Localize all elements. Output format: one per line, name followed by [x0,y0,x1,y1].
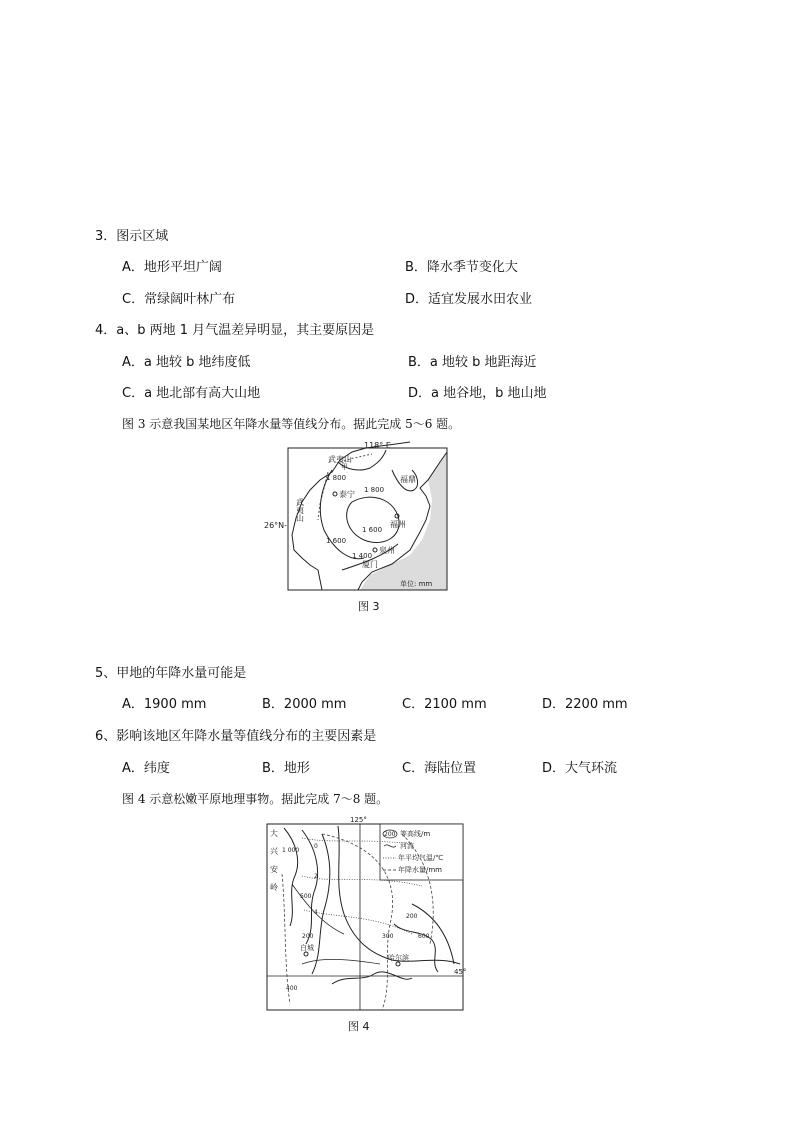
latitude-label: 45° [454,968,467,976]
q5-stem: 5、甲地的年降水量可能是 [95,666,247,681]
isohyet-label-1600b: 1 600 [326,537,347,545]
contour-hills-east [394,924,438,972]
q6-option-d[interactable]: D．大气环流 [542,761,618,776]
isohyet-label-300: 300 [382,933,394,940]
legend-contour-label: 等高线/m [400,830,431,838]
q5-option-b[interactable]: B．2000 mm [262,697,347,712]
river-tributary-west [292,884,344,934]
q6-option-c[interactable]: C．海陆位置 [402,761,477,776]
wuyi-mountain-label-side: 武夷山 [295,498,305,522]
q3-stem: 3．图示区域 [95,229,169,244]
latitude-label: 26°N- [264,521,288,530]
q4-option-d[interactable]: D．a 地谷地，b 地山地 [408,386,547,401]
q3-option-d[interactable]: D．适宜发展水田农业 [405,292,533,307]
contour-label-200b: 200 [406,913,418,920]
isohyet-label-600: 600 [418,933,430,940]
contour-label-200a: 200 [302,933,314,940]
figure4-caption: 图 4 [348,1020,370,1033]
wuyi-mountain-label-top: 武夷山 [328,455,352,464]
range-label-xing: 兴 [270,847,278,856]
longitude-label: 118° E [364,441,391,450]
isotherm-label-4: 4 [314,909,318,916]
q6-option-b[interactable]: B．地形 [262,761,310,776]
quanzhou-label: 泉州 [379,546,395,555]
contour-label-1000: 1 000 [282,847,300,854]
harbin-label: 哈尔滨 [388,954,409,962]
range-label-da: 大 [270,829,278,838]
legend-contour-value: 200 [384,831,396,838]
taining-label: 泰宁 [339,490,355,499]
fuzhou-label: 福州 [390,520,406,529]
isohyet-label-1800a: 1 800 [326,474,347,482]
xiamen-label: 厦门 [362,560,378,569]
figure4-songnen-plain-map [262,814,468,1014]
contour-hills-south [332,972,412,984]
legend-precip-label: 年降水量/mm [398,866,442,874]
q3-option-c[interactable]: C．常绿阔叶林广布 [122,292,236,307]
longitude-label: 125° [350,816,367,824]
figure3-precipitation-map [264,440,460,595]
baicheng-label: 白城 [300,944,314,952]
q3-option-a[interactable]: A．地形平坦广阔 [122,260,222,275]
isotherm-label-2: 2 [314,873,318,880]
q4-option-b[interactable]: B．a 地较 b 地距海近 [408,355,537,370]
legend-temp-label: 年平均气温/℃ [398,854,444,862]
q6-stem: 6、影响该地区年降水量等值线分布的主要因素是 [95,729,377,744]
harbin-marker [396,962,400,966]
q3-option-b[interactable]: B．降水季节变化大 [405,260,518,275]
isohyet-label-1400: 1 400 [352,552,373,560]
q6-option-a[interactable]: A．纬度 [122,761,170,776]
figure3-caption: 图 3 [358,600,380,613]
taining-marker [333,492,337,496]
river-tributary-south [302,959,380,964]
figure3-intro: 图 3 示意我国某地区年降水量等值线分布。据此完成 5～6 题。 [122,417,461,431]
range-label-ling: 岭 [270,883,278,892]
figure4-intro: 图 4 示意松嫩平原地理事物。据此完成 7～8 题。 [122,792,389,806]
q5-option-c[interactable]: C．2100 mm [402,697,487,712]
isohyet-label-500: 500 [300,893,312,900]
q5-option-d[interactable]: D．2200 mm [542,697,628,712]
quanzhou-marker [373,548,377,552]
range-label-an: 安 [270,865,278,874]
isohyet-label-1800b: 1 800 [364,486,385,494]
isohyet-1800-west [320,470,364,559]
q5-option-a[interactable]: A．1900 mm [122,697,207,712]
isohyet-label-1600a: 1 600 [362,526,383,534]
q4-option-a[interactable]: A．a 地较 b 地纬度低 [122,355,251,370]
jia-label: 甲 [341,463,348,471]
baicheng-marker [304,952,308,956]
q4-stem: 4．a、b 两地 1 月气温差异明显，其主要原因是 [95,323,375,338]
unit-label: 单位: mm [400,580,433,588]
q4-option-c[interactable]: C．a 地北部有高大山地 [122,386,261,401]
isohyet-label-400: 400 [286,985,298,992]
isotherm-label-0: 0 [314,843,318,850]
fuding-label: 福鼎 [400,475,416,484]
legend-river-label: 河流 [400,842,414,850]
contour-1000 [284,828,298,926]
